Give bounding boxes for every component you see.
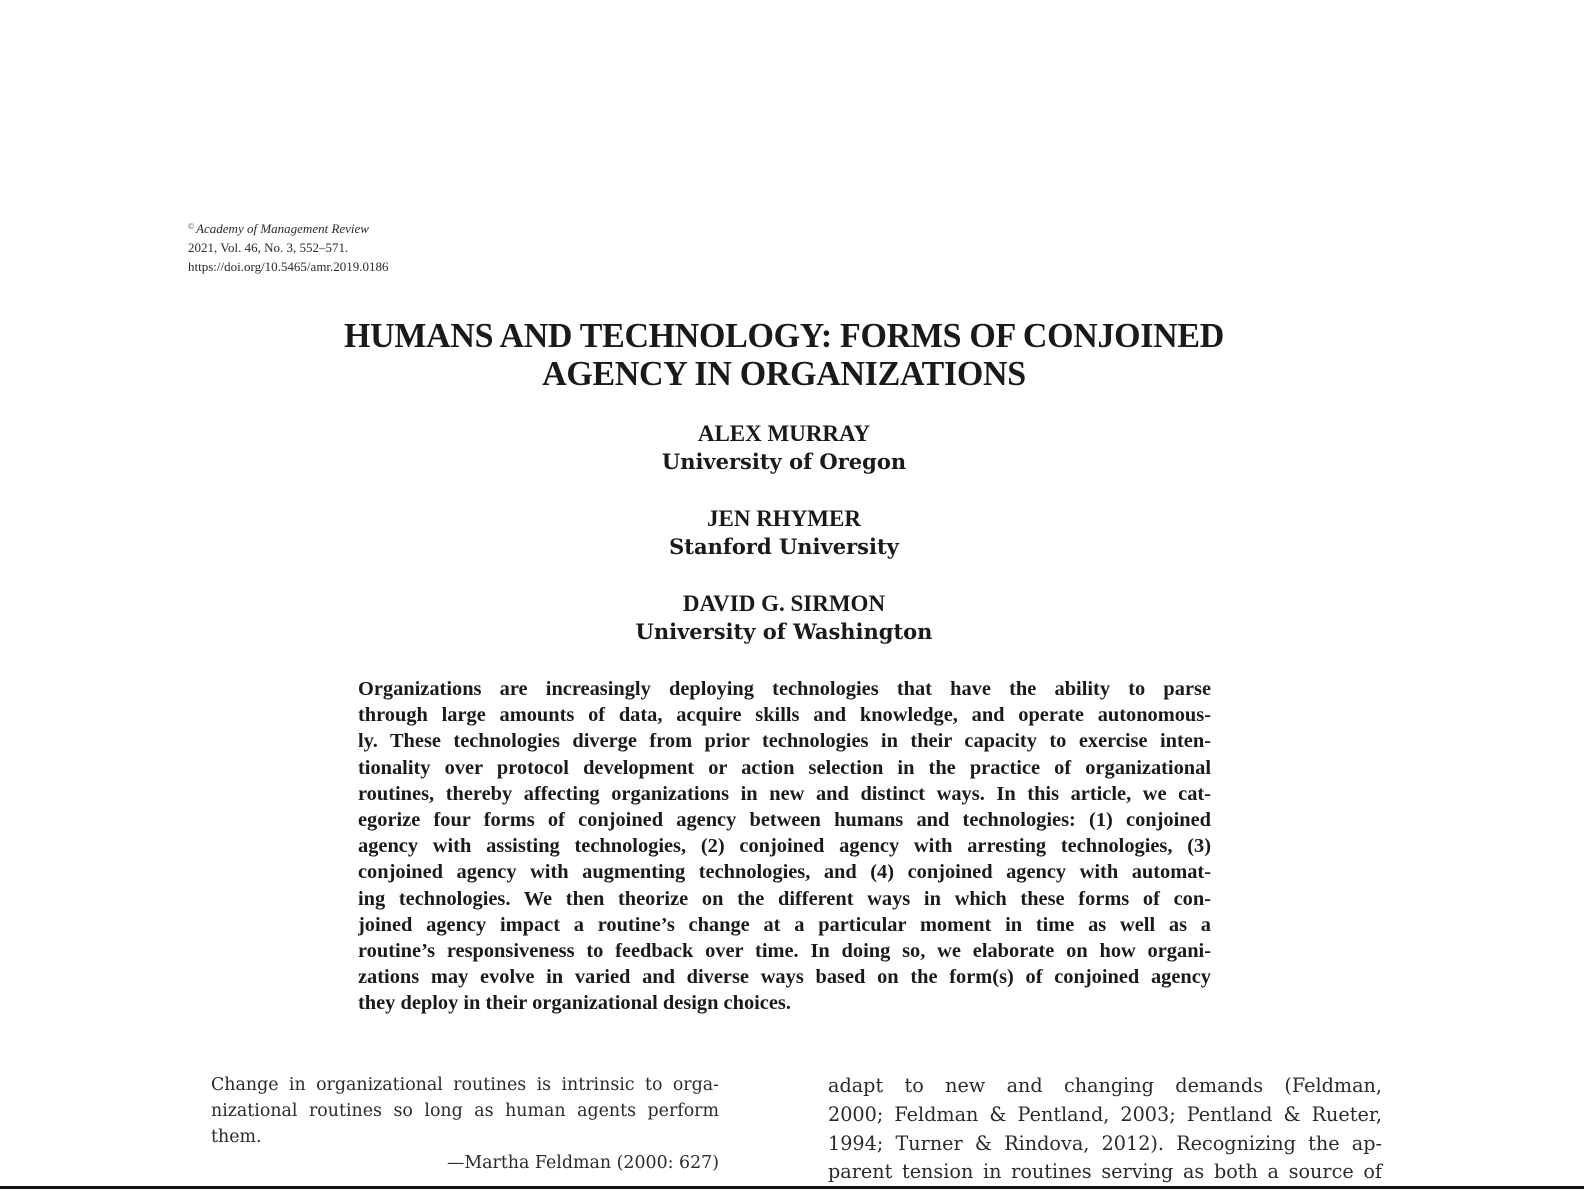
epigraph-line: them. [211, 1127, 262, 1147]
abstract-line: Organizations are increasingly deploying technologies that have the ability to parse [358, 678, 1211, 700]
abstract-line: conjoined agency with augmenting technologies, and (4) conjoined agency with automat- [358, 861, 1211, 884]
author-block [0, 590, 1568, 646]
page-bottom-margin [0, 1189, 1584, 1200]
body-text-right-column [828, 1072, 1382, 1187]
body-line: parent tension in routines serving as both a source of [828, 1160, 1382, 1184]
title-line-1: HUMANS AND TECHNOLOGY: FORMS OF CONJOINED [344, 316, 1224, 355]
doi-link[interactable]: https://doi.org/10.5465/amr.2019.0186 [188, 259, 389, 274]
epigraph-attribution: —Martha Feldman (2000: 627) [446, 1153, 719, 1173]
abstract-line: they deploy in their organizational design choices. [358, 992, 791, 1015]
body-line: 1994; Turner & Rindova, 2012). Recognizing the ap- [828, 1131, 1382, 1155]
abstract-line: joined agency impact a routine’s change at a particular moment in time as well as a [358, 913, 1211, 936]
abstract-line: tionality over protocol development or action selection in the practice of organizational [358, 756, 1211, 779]
abstract-line: through large amounts of data, acquire skills and knowledge, and operate autonomous- [358, 704, 1211, 727]
abstract-line: routine’s responsiveness to feedback over time. In doing so, we elaborate on how organi- [358, 940, 1211, 963]
abstract [358, 676, 1211, 1017]
journal-line [188, 217, 389, 238]
epigraph [211, 1072, 719, 1176]
author-name: ALEX MURRAY [697, 421, 871, 446]
body-line: adapt to new and changing demands (Feldman, [828, 1074, 1382, 1097]
epigraph-line: Change in organizational routines is intrinsic to orga- [211, 1075, 719, 1095]
author-name: DAVID G. SIRMON [682, 591, 886, 616]
copyright-symbol: © [188, 222, 195, 231]
abstract-line: routines, thereby affecting organizations in new and distinct ways. In this article, we cat- [358, 782, 1211, 805]
abstract-line: ly. These technologies diverge from prior technologies in their capacity to exercise inten- [358, 730, 1211, 753]
author-block [0, 505, 1568, 561]
epigraph-line: nizational routines so long as human agents perform [211, 1101, 719, 1121]
journal-name: Academy of Management Review [196, 221, 369, 236]
author-affiliation: University of Oregon [661, 449, 907, 474]
title-line-2: AGENCY IN ORGANIZATIONS [542, 354, 1026, 393]
author-block [0, 420, 1568, 476]
author-list [0, 420, 1568, 675]
publication-metadata [188, 217, 389, 276]
abstract-line: ing technologies. We then theorize on the different ways in which these forms of con- [358, 887, 1211, 910]
article-title [24, 317, 1545, 393]
author-affiliation: Stanford University [669, 534, 899, 559]
abstract-line: agency with assisting technologies, (2) conjoined agency with arresting technologies, (3) [358, 835, 1211, 858]
author-affiliation: University of Washington [635, 619, 933, 644]
abstract-line: egorize four forms of conjoined agency between humans and technologies: (1) conjoined [358, 809, 1211, 832]
author-name: JEN RHYMER [707, 506, 861, 531]
abstract-line: zations may evolve in varied and diverse ways based on the form(s) of conjoined agency [358, 966, 1211, 989]
citation-line: 2021, Vol. 46, No. 3, 552–571. [188, 240, 349, 255]
body-line: 2000; Feldman & Pentland, 2003; Pentland & Rueter, [828, 1102, 1382, 1126]
